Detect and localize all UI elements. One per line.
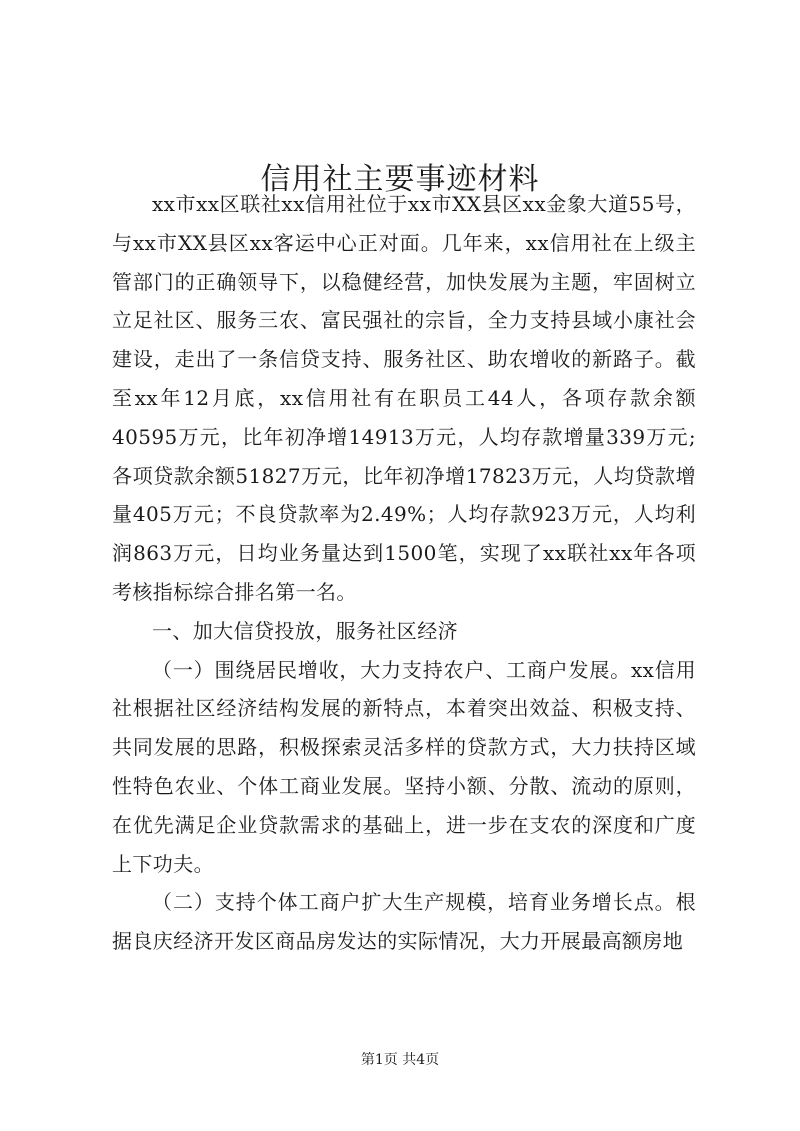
page-number-footer: 第1页 共4页: [360, 1052, 440, 1068]
section-heading-1: 一、加大信贷投放，服务社区经济: [152, 618, 458, 643]
paragraph-subsection-2: （二）支持个体工商户扩大生产规模，培育业务增长点。根据良庆经济开发区商品房发达的实际情况，大力开展最高额房地: [112, 890, 696, 954]
document-body: [112, 185, 696, 961]
paragraph-subsection-1: （一）围绕居民增收，大力支持农户、工商户发展。xx信用社根据社区经济结构发展的新特点，本着突出效益、积极支持、共同发展的思路，积极探索灵活多样的贷款方式，大力扶持区域性特色农业、个体工商业发展。坚持小额、分散、流动的原则，在优先满足企业贷款需求的基础上，进一步在支农的深度和广度上下功夫。: [112, 657, 696, 876]
page-title: 信用社主要事迹材料: [260, 162, 540, 198]
paragraph-intro: xx市xx区联社xx信用社位于xx市XX县区xx金象大道55号，与xx市XX县区xx客运中心正对面。几年来，xx信用社在上级主管部门的正确领导下，以稳健经营，加快发展为主题，牢固树立立足社区、服务三农、富民强社的宗旨，全力支持县域小康社会建设，走出了一条信贷支持、服务社区、助农增收的新路子。截至xx年12月底，xx信用社有在职员工44人，各项存款余额40595万元，比年初净增14913万元，人均存款增量339万元; 各项贷款余额51827万元，比年初净增17823万元，人均贷款增量405万元；不良贷款率为2.49%；人均存款923万元，人均利润863万元，日均业务量达到1500笔，实现了xx联社xx年各项考核指标综合排名第一名。: [112, 192, 696, 604]
